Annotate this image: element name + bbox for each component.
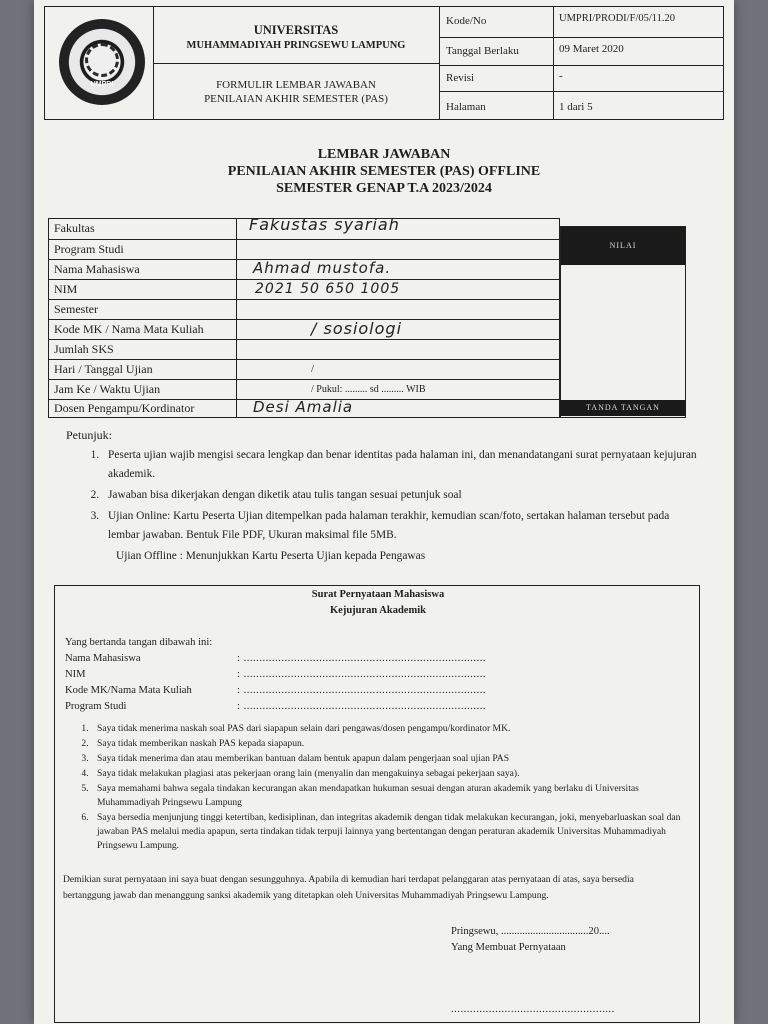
title-line3: SEMESTER GENAP T.A 2023/2024 [276, 181, 492, 196]
meta-label-tanggal: Tanggal Berlaku [446, 45, 519, 57]
instructions-heading: Petunjuk: [66, 428, 113, 442]
title-line2: PENILAIAN AKHIR SEMESTER (PAS) OFFLINE [227, 164, 541, 179]
identity-value-fakultas[interactable]: Fakustas syariah [249, 215, 400, 234]
meta-value-halaman: 1 dari 5 [559, 101, 593, 113]
identity-row [49, 359, 561, 380]
field-dots-matkul[interactable]: : ............................................................................. [237, 685, 487, 696]
logo-text: UMPRI [90, 81, 114, 88]
statement-title-line2: Kejujuran Akademik [330, 605, 426, 616]
list-item: 1. Peserta ujian wajib mengisi secara lengkap dan benar identitas pada halaman ini, dan menandatangani surat pernyataan kejujuran akademik. [102, 446, 702, 484]
meta-value-revisi: - [559, 70, 563, 82]
identity-row [49, 339, 561, 360]
identity-label: Kode MK / Nama Mata Kuliah [54, 322, 204, 336]
university-logo [59, 19, 145, 105]
identity-row [49, 279, 561, 300]
identity-label: Dosen Pengampu/Kordinator [54, 401, 195, 415]
answer-sheet-page [34, 0, 734, 1024]
identity-table [48, 215, 560, 418]
list-item: 2. Saya tidak memberikan naskah PAS kepada siapapun. [91, 737, 695, 751]
identity-value-hari[interactable]: / [311, 363, 315, 375]
list-item: 4. Saya tidak melakukan plagiasi atas pekerjaan orang lain (menyalin dan mengakuinya sebagai pekerjaan saya). [91, 767, 695, 781]
form-name-line1: FORMULIR LEMBAR JAWABAN [216, 79, 376, 91]
identity-label: Hari / Tanggal Ujian [54, 362, 153, 376]
list-item: 2. Jawaban bisa dikerjakan dengan diketik atau tulis tangan sesuai petunjuk soal [102, 486, 702, 505]
identity-value-nim[interactable]: 2021 50 650 1005 [255, 281, 401, 297]
field-label: Nama Mahasiswa [65, 653, 141, 664]
field-dots-prodi[interactable]: : ............................................................................. [237, 701, 487, 712]
field-label: NIM [65, 669, 86, 680]
list-item: 5. Saya memahami bahwa segala tindakan kecurangan akan mendapatkan hukuman sesuai dengan aturan akademik yang berlaku di Universitas Muhammadiyah Pringsewu Lampung [91, 782, 695, 810]
form-name-line2: PENILAIAN AKHIR SEMESTER (PAS) [204, 93, 388, 105]
nilai-box[interactable] [560, 226, 686, 418]
field-label: Kode MK/Nama Mata Kuliah [65, 685, 192, 696]
identity-value-nama[interactable]: Ahmad mustofa. [253, 259, 392, 277]
place-date[interactable]: Pringsewu, .................................20.... [451, 926, 610, 937]
instructions-list [80, 446, 702, 547]
meta-label-kode: Kode/No [446, 15, 487, 27]
statement-closing: Demikian surat pernyataan ini saya buat dengan sesungguhnya. Apabila di kemudian hari terdapat pelanggaran atas pernyataan di atas, saya bersedia bertanggung jawab dan menanggung sanksi akademik yang ditetapkan oleh Universitas Muhammadiyah Pringsewu Lampung. [63, 874, 634, 901]
identity-row [49, 319, 561, 340]
meta-value-kode: UMPRI/PRODI/F/05/11.20 [559, 13, 676, 24]
identity-label: Fakultas [54, 221, 95, 235]
identity-row [49, 399, 561, 418]
university-name-line2: MUHAMMADIYAH PRINGSEWU LAMPUNG [186, 40, 406, 51]
list-item: 3. Saya tidak menerima dan atau memberikan bantuan dalam bentuk apapun dalam pengerjaan soal ujian PAS [91, 752, 695, 766]
signature-line[interactable]: .................................................... [451, 1004, 615, 1015]
identity-row [49, 239, 561, 260]
identity-label: NIM [54, 282, 78, 296]
list-item: 1. Saya tidak menerima naskah soal PAS dari siapapun selain dari pengawas/dosen pengampu/kordinator MK. [91, 722, 695, 736]
identity-label: Program Studi [54, 242, 124, 256]
field-dots-nama[interactable]: : ............................................................................. [237, 653, 487, 664]
statement-box [54, 585, 700, 1023]
meta-label-revisi: Revisi [446, 72, 475, 84]
identity-row [49, 215, 561, 239]
statement-list [69, 722, 695, 854]
identity-row [49, 299, 561, 320]
identity-label: Jumlah SKS [54, 342, 114, 356]
identity-value-matkul[interactable]: / sosiologi [311, 319, 403, 338]
list-item: 6. Saya bersedia menjunjung tinggi ketertiban, kedisiplinan, dan integritas akademik dengan tidak melakukan kecurangan, joki, menyebarluaskan soal dan jawaban PAS melalui media apapun, serta tindakan tidak terpuji lainnya yang bertentangan dengan peraturan akademik Universitas Muhammadiyah Pringsewu Lampung. [91, 811, 695, 853]
field-label: Program Studi [65, 701, 127, 712]
statement-intro: Yang bertanda tangan dibawah ini: [65, 637, 213, 648]
title-line1: LEMBAR JAWABAN [317, 147, 451, 162]
meta-label-halaman: Halaman [446, 101, 486, 113]
signer-label: Yang Membuat Pernyataan [451, 942, 566, 953]
statement-title-line1: Surat Pernyataan Mahasiswa [311, 589, 445, 600]
identity-label: Nama Mahasiswa [54, 262, 140, 276]
field-dots-nim[interactable]: : ............................................................................. [237, 669, 487, 680]
signature-label: TANDA TANGAN [560, 400, 686, 416]
identity-row [49, 379, 561, 400]
identity-label: Semester [54, 302, 98, 316]
identity-value-dosen[interactable]: Desi Amalia [253, 398, 354, 416]
page-title [34, 146, 734, 197]
nilai-header: NILAI [561, 227, 685, 265]
list-item: 3. Ujian Online: Kartu Peserta Ujian ditempelkan pada halaman terakhir, kemudian scan/foto, sertakan halaman tersebut pada lembar jawaban. Bentuk File PDF, Ukuran maksimal file 5MB. [102, 507, 702, 545]
identity-value-waktu[interactable]: / Pukul: ......... sd ......... WIB [311, 384, 426, 395]
meta-value-tanggal: 09 Maret 2020 [559, 43, 624, 55]
identity-row [49, 259, 561, 280]
identity-label: Jam Ke / Waktu Ujian [54, 382, 161, 396]
university-name-line1: UNIVERSITAS [253, 23, 339, 37]
document-header-table [44, 6, 724, 120]
offline-note: Ujian Offline : Menunjukkan Kartu Peserta Ujian kepada Pengawas [116, 550, 426, 562]
